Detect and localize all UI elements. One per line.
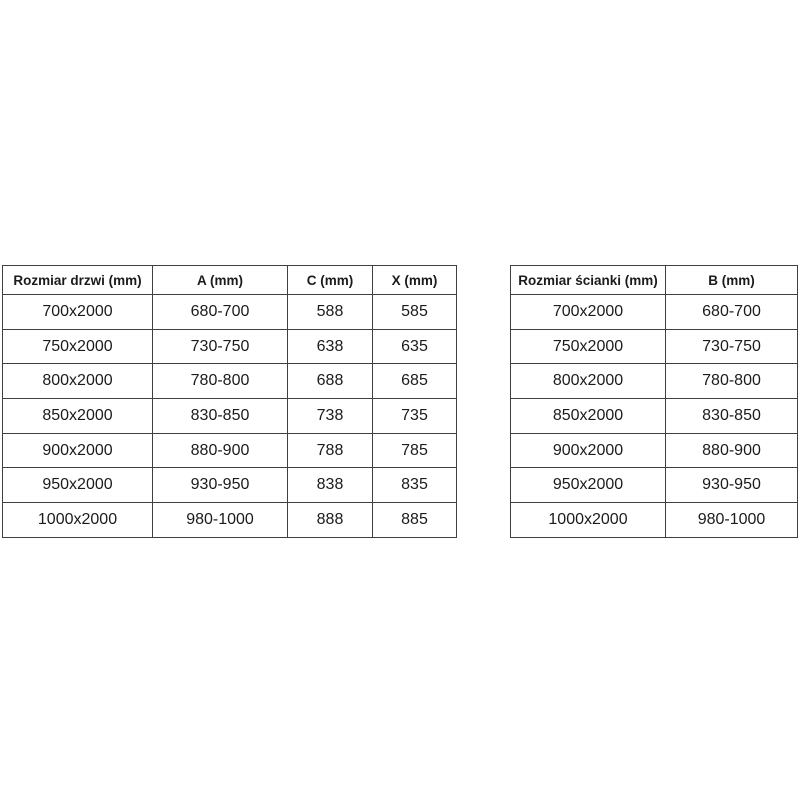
table-cell: 1000x2000 [511,503,666,538]
table-cell: 680-700 [153,295,288,330]
column-header: X (mm) [373,266,457,295]
column-header: C (mm) [288,266,373,295]
table-row [511,503,798,538]
door-table-body [3,295,457,538]
table-cell: 800x2000 [3,364,153,399]
table-cell: 880-900 [153,433,288,468]
table-cell: 930-950 [666,468,798,503]
wall-sizes-table [510,265,798,538]
table-cell: 638 [288,329,373,364]
table-cell: 930-950 [153,468,288,503]
table-cell: 800x2000 [511,364,666,399]
table-row [3,364,457,399]
table-cell: 588 [288,295,373,330]
door-sizes-table [2,265,457,538]
table-cell: 1000x2000 [3,503,153,538]
table-cell: 585 [373,295,457,330]
table-cell: 680-700 [666,295,798,330]
table-cell: 888 [288,503,373,538]
table-cell: 780-800 [153,364,288,399]
table-cell: 688 [288,364,373,399]
table-row [3,503,457,538]
table-cell: 880-900 [666,433,798,468]
table-cell: 730-750 [153,329,288,364]
table-row [3,329,457,364]
table-row [511,468,798,503]
table-cell: 850x2000 [511,399,666,434]
table-cell: 900x2000 [3,433,153,468]
table-cell: 838 [288,468,373,503]
table-cell: 900x2000 [511,433,666,468]
table-cell: 635 [373,329,457,364]
column-header: B (mm) [666,266,798,295]
table-cell: 980-1000 [666,503,798,538]
table-cell: 735 [373,399,457,434]
table-cell: 780-800 [666,364,798,399]
table-cell: 830-850 [666,399,798,434]
table-cell: 980-1000 [153,503,288,538]
table-cell: 785 [373,433,457,468]
door-table-header-row [3,266,457,295]
table-cell: 750x2000 [511,329,666,364]
table-row [3,399,457,434]
table-row [3,433,457,468]
table-cell: 700x2000 [3,295,153,330]
column-header: Rozmiar ścianki (mm) [511,266,666,295]
table-cell: 788 [288,433,373,468]
column-header: Rozmiar drzwi (mm) [3,266,153,295]
table-row [511,295,798,330]
wall-table-header-row [511,266,798,295]
table-row [511,433,798,468]
column-header: A (mm) [153,266,288,295]
table-row [3,468,457,503]
table-cell: 950x2000 [3,468,153,503]
table-cell: 685 [373,364,457,399]
table-row [511,329,798,364]
table-cell: 835 [373,468,457,503]
table-cell: 950x2000 [511,468,666,503]
wall-table-body [511,295,798,538]
table-cell: 885 [373,503,457,538]
table-cell: 830-850 [153,399,288,434]
table-cell: 700x2000 [511,295,666,330]
table-cell: 738 [288,399,373,434]
table-cell: 730-750 [666,329,798,364]
table-row [511,399,798,434]
table-row [3,295,457,330]
table-row [511,364,798,399]
table-cell: 850x2000 [3,399,153,434]
table-cell: 750x2000 [3,329,153,364]
